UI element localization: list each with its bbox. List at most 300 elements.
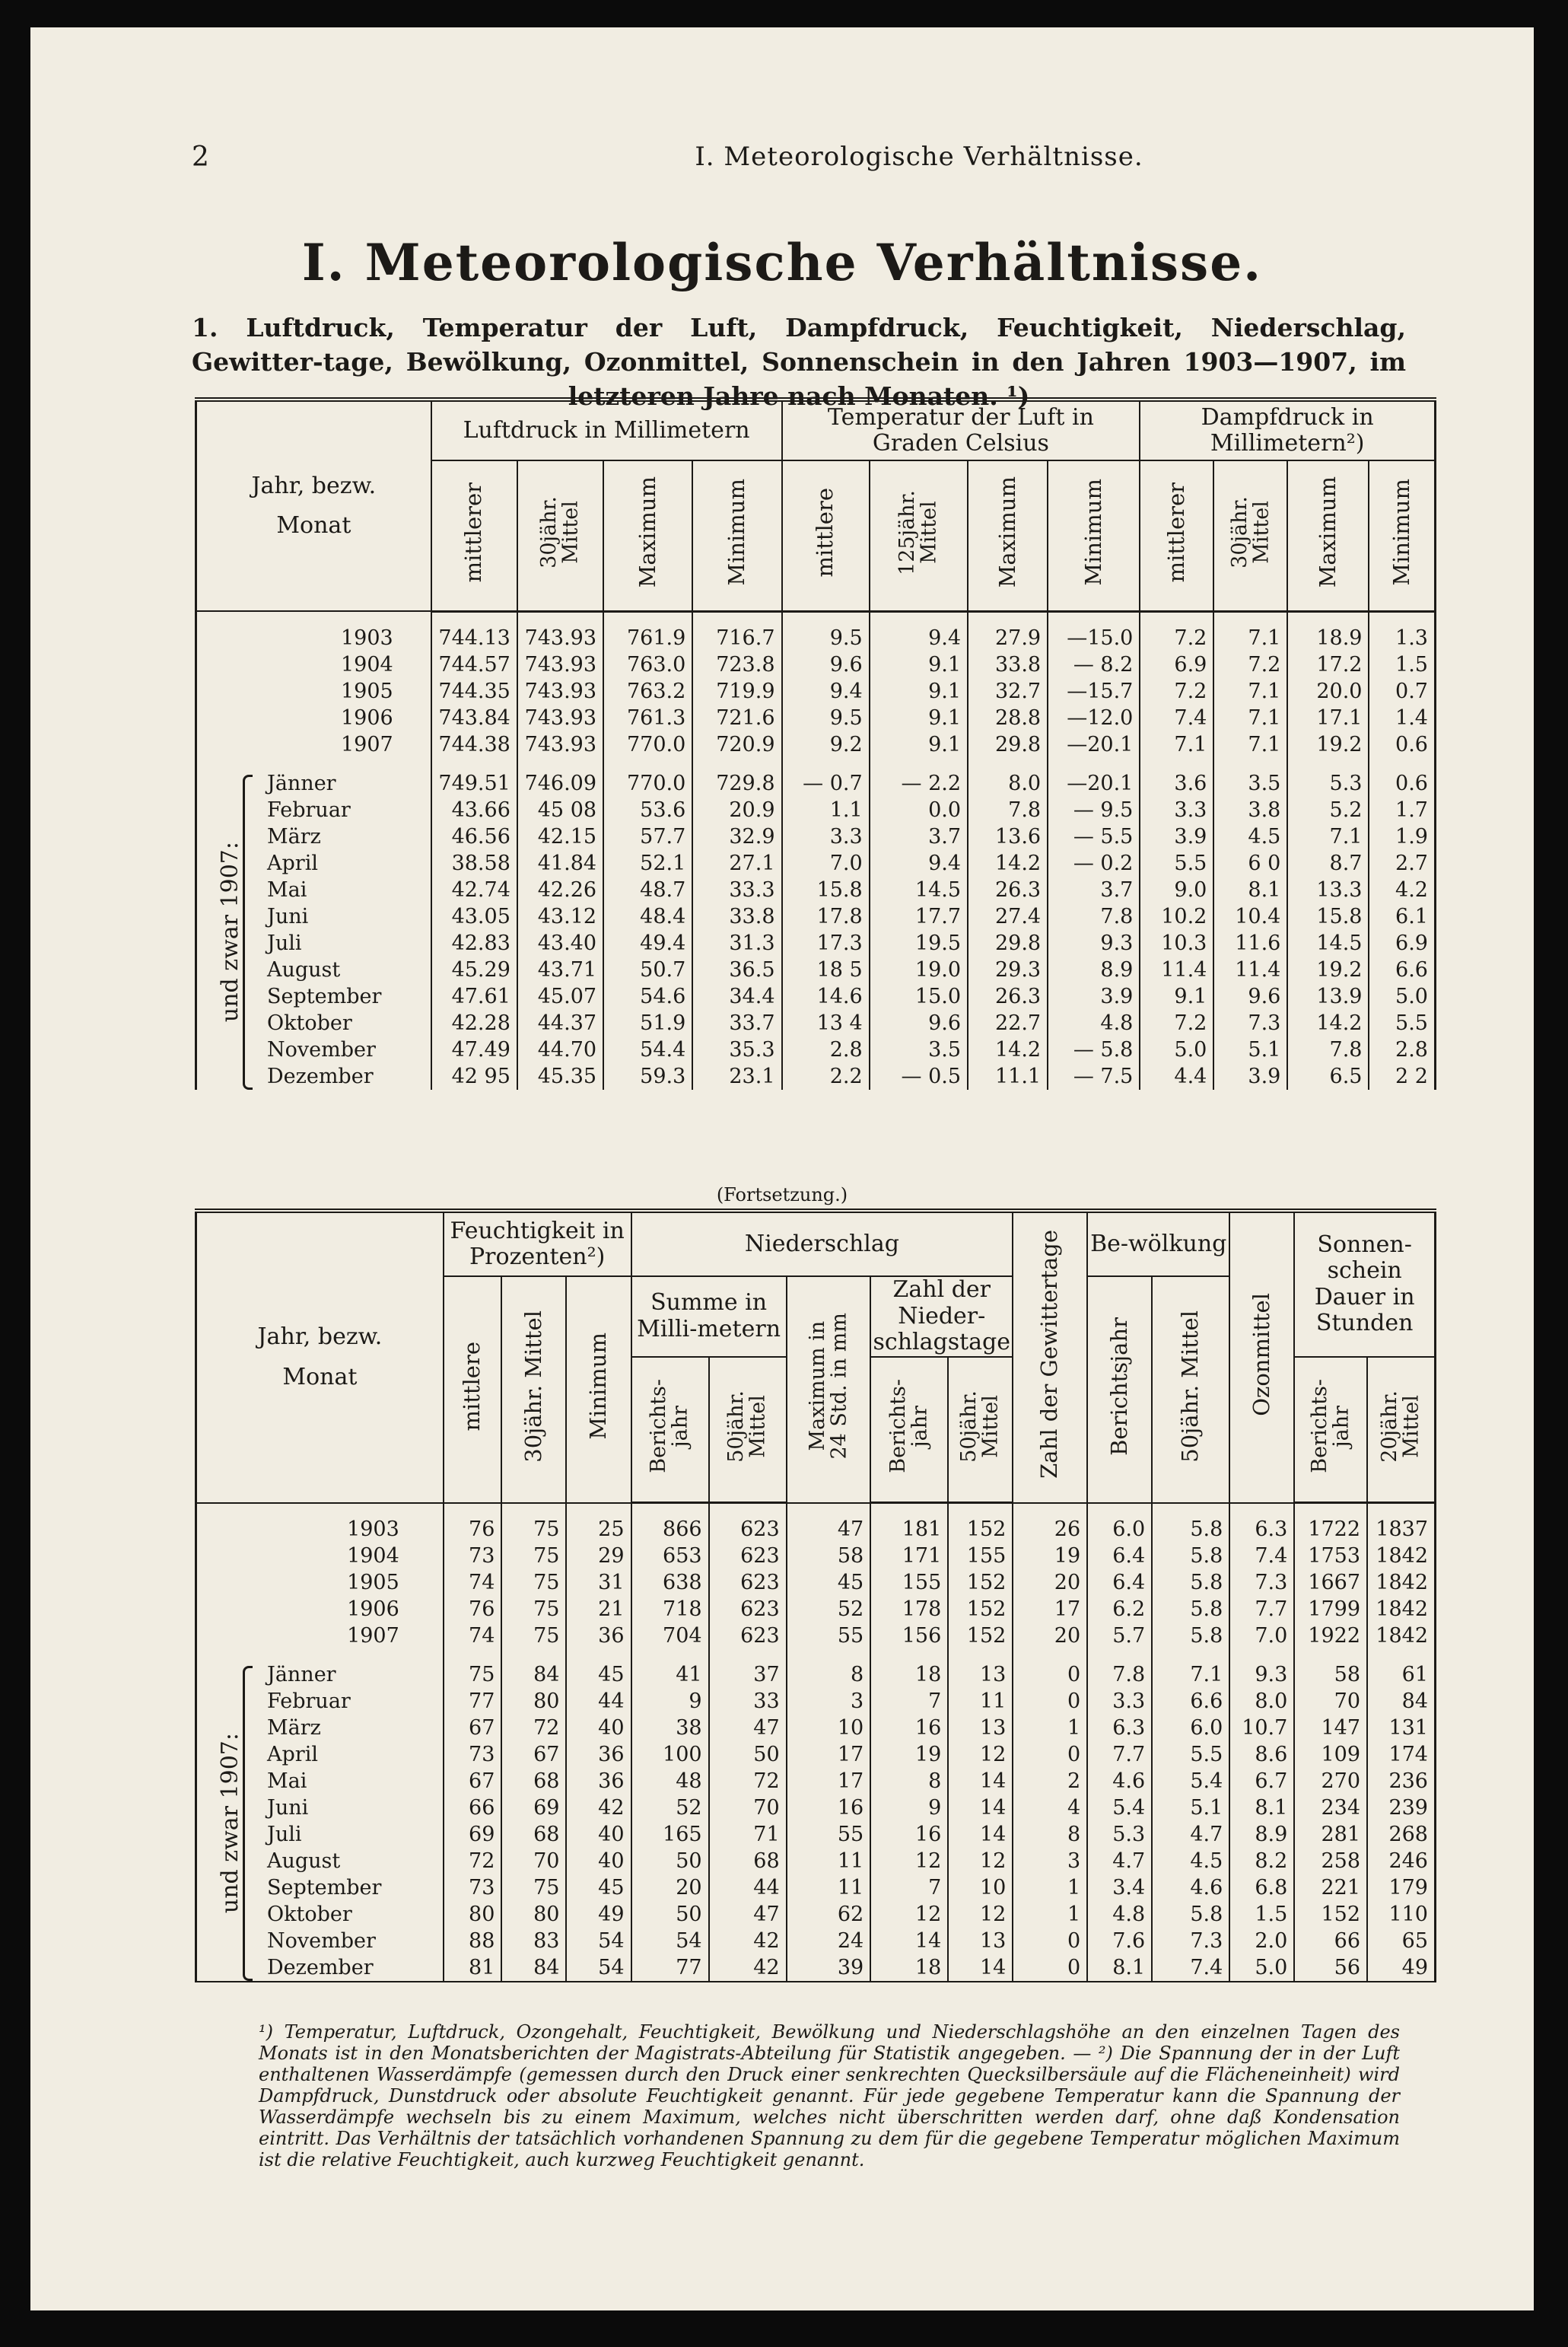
value-cell: 74 (444, 1623, 502, 1649)
value-cell: 75 (501, 1623, 566, 1649)
value-cell: 7.4 (1152, 1954, 1229, 1982)
value-cell: 281 (1294, 1821, 1367, 1848)
col-header-9 (1213, 460, 1287, 611)
month-label: Juli (267, 931, 302, 955)
spacer-cell (603, 758, 692, 770)
value-cell: 47 (787, 1516, 871, 1543)
col-label: Maximum (994, 476, 1020, 588)
value-cell: 18 (870, 1954, 948, 1982)
value-cell: 8 (787, 1661, 871, 1688)
value-cell: 35.3 (692, 1037, 781, 1063)
month-row (196, 983, 1436, 1010)
value-cell: —20.1 (1048, 770, 1140, 797)
col-header-4 (782, 460, 870, 611)
group-temperatur: Temperatur der Luft in Graden Celsius (782, 400, 1140, 460)
row-label-cell (196, 850, 431, 877)
value-cell: 33.7 (692, 1010, 781, 1037)
spacer-cell (501, 1503, 566, 1517)
value-cell: 71 (709, 1821, 787, 1848)
spacer-cell (1152, 1649, 1229, 1661)
value-cell: 14 (870, 1928, 948, 1954)
value-cell: 47.61 (431, 983, 517, 1010)
col-label: 50jähr. Mittel (1177, 1310, 1204, 1463)
value-cell: 36 (566, 1768, 631, 1794)
value-cell: 7.8 (1287, 1037, 1369, 1063)
value-cell: 623 (709, 1569, 787, 1596)
value-cell: 0.6 (1369, 731, 1435, 758)
spacer-cell (692, 758, 781, 770)
page (30, 27, 1534, 2310)
value-cell: 11.6 (1213, 930, 1287, 957)
col-label: mittlere (812, 487, 838, 578)
value-cell: 11.1 (968, 1063, 1048, 1090)
value-cell: 59.3 (603, 1063, 692, 1090)
row-header-line-1: Jahr, bezw. (257, 1323, 383, 1351)
spacer-cell (566, 1649, 631, 1661)
value-cell: 623 (709, 1596, 787, 1623)
value-cell: 156 (870, 1623, 948, 1649)
row-label-cell (196, 651, 431, 678)
value-cell: 38.58 (431, 850, 517, 877)
value-cell: 1667 (1294, 1569, 1367, 1596)
spacer-cell (948, 1503, 1013, 1517)
year-row (196, 731, 1436, 758)
table-1 (195, 397, 1436, 1090)
value-cell: 37 (709, 1661, 787, 1688)
value-cell: 6.0 (1152, 1715, 1229, 1741)
spacer-cell (1013, 1503, 1087, 1517)
value-cell: 3.9 (1213, 1063, 1287, 1090)
value-cell: 13.3 (1287, 877, 1369, 903)
value-cell: 73 (444, 1874, 502, 1901)
value-cell: 9.5 (782, 625, 870, 651)
section-subtitle: 1. Luftdruck, Temperatur der Luft, Dampfdruck, Feuchtigkeit, Niederschlag, Gewitter-tage, Bewölkung, Ozonmittel, Sonnenschein in den Jahren 1903—1907, im letzteren Jahre nach Monaten. ¹) (192, 313, 1406, 411)
value-cell: 43.71 (517, 957, 603, 983)
col-header-2 (603, 460, 692, 611)
spacer-cell (631, 1649, 709, 1661)
table-2 (195, 1209, 1436, 1982)
spacer-cell (431, 758, 517, 770)
value-cell: 3.7 (870, 823, 968, 850)
value-cell: — 0.5 (870, 1063, 968, 1090)
year-row (196, 1543, 1436, 1569)
year-row (196, 1623, 1436, 1649)
month-row (196, 1768, 1436, 1794)
spacer-cell (782, 758, 870, 770)
value-cell: 5.2 (1287, 797, 1369, 823)
value-cell: 70 (501, 1848, 566, 1874)
value-cell: 76 (444, 1596, 502, 1623)
value-cell: 19.0 (870, 957, 968, 983)
row-label-cell (196, 731, 431, 758)
value-cell: 7.1 (1213, 705, 1287, 731)
value-cell: 52 (631, 1794, 709, 1821)
value-cell: 49 (1367, 1954, 1435, 1982)
value-cell: 14.2 (968, 1037, 1048, 1063)
value-cell: 729.8 (692, 770, 781, 797)
value-cell: 17.7 (870, 903, 968, 930)
value-cell: 9.4 (870, 625, 968, 651)
value-cell: — 5.8 (1048, 1037, 1140, 1063)
value-cell: 83 (501, 1928, 566, 1954)
row-label-cell (196, 1596, 444, 1623)
col-label: Maximum (634, 476, 660, 588)
value-cell: 18.9 (1287, 625, 1369, 651)
value-cell: 270 (1294, 1768, 1367, 1794)
month-row (196, 1063, 1436, 1090)
year-row (196, 705, 1436, 731)
value-cell: 69 (444, 1821, 502, 1848)
month-row (196, 1741, 1436, 1768)
spacer-cell (1213, 758, 1287, 770)
value-cell: 9.5 (782, 705, 870, 731)
value-cell: 743.84 (431, 705, 517, 731)
value-cell: 1.5 (1229, 1901, 1294, 1928)
value-cell: 9.1 (870, 651, 968, 678)
col-feucht-minimum (566, 1276, 631, 1503)
value-cell: 3.6 (1140, 770, 1213, 797)
value-cell: 21 (566, 1596, 631, 1623)
col-maximum-24std (787, 1276, 871, 1503)
value-cell: 4.6 (1087, 1768, 1152, 1794)
row-header (196, 400, 431, 611)
spacer-cell (517, 758, 603, 770)
month-row (196, 1901, 1436, 1928)
value-cell: 11 (948, 1688, 1013, 1715)
value-cell: 73 (444, 1543, 502, 1569)
month-label: Dezember (267, 1064, 374, 1088)
value-cell: 44 (709, 1874, 787, 1901)
col-label: 30jähr. Mittel (537, 496, 583, 568)
value-cell: 48.4 (603, 903, 692, 930)
value-cell: 3.5 (870, 1037, 968, 1063)
value-cell: 7.2 (1140, 625, 1213, 651)
value-cell: 8.0 (1229, 1688, 1294, 1715)
value-cell: 1842 (1367, 1569, 1435, 1596)
value-cell: 18 (870, 1661, 948, 1688)
month-row (196, 1715, 1436, 1741)
col-ozonmittel (1229, 1211, 1294, 1503)
year-row (196, 1596, 1436, 1623)
value-cell: 73 (444, 1741, 502, 1768)
value-cell: 47 (709, 1715, 787, 1741)
value-cell: 9.4 (870, 850, 968, 877)
value-cell: 45.29 (431, 957, 517, 983)
value-cell: 54 (631, 1928, 709, 1954)
month-label: Mai (267, 877, 307, 902)
value-cell: 4 (1013, 1794, 1087, 1821)
value-cell: 19 (1013, 1543, 1087, 1569)
value-cell: 11.4 (1140, 957, 1213, 983)
value-cell: 45 (566, 1874, 631, 1901)
month-label: August (267, 1849, 341, 1873)
col-header-11 (1369, 460, 1435, 611)
spacer-cell (1213, 611, 1287, 625)
month-label: Mai (267, 1769, 307, 1793)
value-cell: 10.2 (1140, 903, 1213, 930)
month-label: November (267, 1037, 376, 1062)
value-cell: 6.4 (1087, 1543, 1152, 1569)
value-cell: 7.2 (1213, 651, 1287, 678)
row-label-cell (196, 1688, 444, 1715)
value-cell: 5.5 (1369, 1010, 1435, 1037)
value-cell: 770.0 (603, 770, 692, 797)
value-cell: 7.3 (1229, 1569, 1294, 1596)
value-cell: 27.1 (692, 850, 781, 877)
value-cell: 9.1 (870, 731, 968, 758)
col-zahl-50jaehr (948, 1357, 1013, 1503)
month-label-wrap (197, 1771, 443, 1791)
value-cell: 77 (631, 1954, 709, 1982)
value-cell: 8 (870, 1768, 948, 1794)
month-label-wrap (197, 1066, 431, 1087)
value-cell: 17.3 (782, 930, 870, 957)
row-label-cell (196, 625, 431, 651)
col-bew-berichtsjahr (1087, 1276, 1152, 1503)
value-cell: 19.5 (870, 930, 968, 957)
value-cell: 11 (787, 1874, 871, 1901)
year-label: 1906 (340, 705, 393, 730)
value-cell: 3.7 (1048, 877, 1140, 903)
year-label: 1904 (347, 1544, 399, 1568)
spacer-cell (1229, 1649, 1294, 1661)
value-cell: 720.9 (692, 731, 781, 758)
value-cell: 7.0 (1229, 1623, 1294, 1649)
value-cell: 13 (948, 1661, 1013, 1688)
spacer-cell (1367, 1649, 1435, 1661)
col-label: 50jähr. Mittel (957, 1390, 1003, 1463)
row-label-cell (196, 1569, 444, 1596)
value-cell: 6.9 (1369, 930, 1435, 957)
spacer-cell (1369, 611, 1435, 625)
value-cell: 638 (631, 1569, 709, 1596)
col-label: mittlerer (1162, 482, 1189, 583)
value-cell: 53.6 (603, 797, 692, 823)
spacer-cell (1140, 758, 1213, 770)
value-cell: 4.6 (1152, 1874, 1229, 1901)
value-cell: 8.1 (1087, 1954, 1152, 1982)
value-cell: 6.1 (1369, 903, 1435, 930)
month-row (196, 1848, 1436, 1874)
value-cell: 23.1 (692, 1063, 781, 1090)
value-cell: 152 (948, 1569, 1013, 1596)
value-cell: 152 (1294, 1901, 1367, 1928)
value-cell: 7 (870, 1874, 948, 1901)
month-row (196, 823, 1436, 850)
value-cell: 20 (1013, 1569, 1087, 1596)
continuation-note: (Fortsetzung.) (716, 1184, 848, 1205)
value-cell: 6 0 (1213, 850, 1287, 877)
value-cell: 6.2 (1087, 1596, 1152, 1623)
value-cell: 6.5 (1287, 1063, 1369, 1090)
value-cell: 5.8 (1152, 1623, 1229, 1649)
value-cell: 54.4 (603, 1037, 692, 1063)
value-cell: 7.1 (1287, 823, 1369, 850)
spacer-cell (968, 758, 1048, 770)
month-label-wrap (197, 1691, 443, 1712)
row-label-cell (196, 1063, 431, 1090)
value-cell: 770.0 (603, 731, 692, 758)
value-cell: 7.1 (1213, 625, 1287, 651)
value-cell: 17.1 (1287, 705, 1369, 731)
value-cell: 33.3 (692, 877, 781, 903)
value-cell: 744.13 (431, 625, 517, 651)
value-cell: 14.5 (1287, 930, 1369, 957)
value-cell: 70 (709, 1794, 787, 1821)
row-label-cell (196, 705, 431, 731)
value-cell: 20 (631, 1874, 709, 1901)
spacer-cell (782, 611, 870, 625)
value-cell: 723.8 (692, 651, 781, 678)
month-label-wrap (197, 1013, 431, 1033)
value-cell: 7.6 (1087, 1928, 1152, 1954)
value-cell: 43.66 (431, 797, 517, 823)
value-cell: 152 (948, 1516, 1013, 1543)
month-row (196, 930, 1436, 957)
value-cell: 3.3 (1087, 1688, 1152, 1715)
value-cell: 80 (444, 1901, 502, 1928)
value-cell: 2.2 (782, 1063, 870, 1090)
value-cell: 13 (948, 1928, 1013, 1954)
year-row (196, 1516, 1436, 1543)
value-cell: 75 (501, 1569, 566, 1596)
spacer-cell (196, 758, 431, 770)
value-cell: 12 (870, 1901, 948, 1928)
value-cell: 718 (631, 1596, 709, 1623)
value-cell: 2.7 (1369, 850, 1435, 877)
value-cell: 49.4 (603, 930, 692, 957)
spacer-cell (787, 1649, 871, 1661)
month-row (196, 957, 1436, 983)
year-row (196, 678, 1436, 705)
value-cell: 246 (1367, 1848, 1435, 1874)
value-cell: 76 (444, 1516, 502, 1543)
value-cell: 761.9 (603, 625, 692, 651)
value-cell: 29 (566, 1543, 631, 1569)
value-cell: 268 (1367, 1821, 1435, 1848)
value-cell: 75 (501, 1596, 566, 1623)
main-title: I. Meteorologische Verhältnisse. (301, 233, 1263, 292)
month-row (196, 1928, 1436, 1954)
row-label-cell (196, 1874, 444, 1901)
value-cell: 67 (501, 1741, 566, 1768)
spacer-cell (1048, 758, 1140, 770)
year-row (196, 651, 1436, 678)
value-cell: 743.93 (517, 651, 603, 678)
month-label: September (267, 1876, 382, 1900)
value-cell: 152 (948, 1596, 1013, 1623)
value-cell: 14 (948, 1794, 1013, 1821)
month-row (196, 1688, 1436, 1715)
value-cell: 49 (566, 1901, 631, 1928)
value-cell: 1922 (1294, 1623, 1367, 1649)
value-cell: 18 5 (782, 957, 870, 983)
value-cell: 4.8 (1087, 1901, 1152, 1928)
value-cell: 221 (1294, 1874, 1367, 1901)
row-label-cell (196, 957, 431, 983)
value-cell: 26.3 (968, 983, 1048, 1010)
value-cell: 165 (631, 1821, 709, 1848)
spacer-cell (787, 1503, 871, 1517)
value-cell: 9.3 (1048, 930, 1140, 957)
value-cell: 716.7 (692, 625, 781, 651)
spacer-cell (692, 611, 781, 625)
value-cell: 7.1 (1152, 1661, 1229, 1688)
value-cell: 40 (566, 1821, 631, 1848)
value-cell: 5.8 (1152, 1901, 1229, 1928)
spacer-cell (1229, 1503, 1294, 1517)
spacer-row (196, 1503, 1436, 1517)
value-cell: 14.2 (968, 850, 1048, 877)
spacer-cell (870, 1503, 948, 1517)
value-cell: 0 (1013, 1741, 1087, 1768)
value-cell: 27.9 (968, 625, 1048, 651)
value-cell: 9.2 (782, 731, 870, 758)
row-label-cell (196, 1794, 444, 1821)
month-label: November (267, 1929, 376, 1953)
value-cell: 0.0 (870, 797, 968, 823)
spacer-cell (1369, 758, 1435, 770)
value-cell: 44 (566, 1688, 631, 1715)
value-cell: 743.93 (517, 705, 603, 731)
value-cell: —15.0 (1048, 625, 1140, 651)
value-cell: 746.09 (517, 770, 603, 797)
spacer-cell (1087, 1503, 1152, 1517)
month-label-wrap (197, 1824, 443, 1845)
value-cell: 5.8 (1152, 1596, 1229, 1623)
value-cell: 84 (1367, 1688, 1435, 1715)
value-cell: 36 (566, 1741, 631, 1768)
value-cell: 9.1 (1140, 983, 1213, 1010)
value-cell: 38 (631, 1715, 709, 1741)
value-cell: 155 (870, 1569, 948, 1596)
value-cell: 0 (1013, 1661, 1087, 1688)
value-cell: 44.37 (517, 1010, 603, 1037)
value-cell: 17.8 (782, 903, 870, 930)
month-label-wrap (197, 1664, 443, 1685)
value-cell: 67 (444, 1715, 502, 1741)
value-cell: 743.93 (517, 625, 603, 651)
value-cell: 19.2 (1287, 731, 1369, 758)
value-cell: 68 (501, 1821, 566, 1848)
value-cell: 42 (709, 1954, 787, 1982)
value-cell: 9.1 (870, 705, 968, 731)
col-header-6 (968, 460, 1048, 611)
value-cell: 55 (787, 1821, 871, 1848)
value-cell: 12 (948, 1848, 1013, 1874)
col-sonne-20jaehr (1367, 1357, 1435, 1503)
value-cell: 17.2 (1287, 651, 1369, 678)
month-label-wrap (197, 1931, 443, 1951)
value-cell: 704 (631, 1623, 709, 1649)
row-label-cell (196, 1516, 444, 1543)
value-cell: 3.4 (1087, 1874, 1152, 1901)
value-cell: 26.3 (968, 877, 1048, 903)
value-cell: 50 (709, 1741, 787, 1768)
row-label-cell (196, 1821, 444, 1848)
value-cell: 743.93 (517, 678, 603, 705)
value-cell: — 2.2 (870, 770, 968, 797)
value-cell: 45 (787, 1569, 871, 1596)
spacer-cell (709, 1503, 787, 1517)
value-cell: 14.6 (782, 983, 870, 1010)
row-label-cell (196, 797, 431, 823)
value-cell: 46.56 (431, 823, 517, 850)
group-bewoelkung: Be-wölkung (1087, 1211, 1229, 1276)
value-cell: 31 (566, 1569, 631, 1596)
value-cell: 0 (1013, 1688, 1087, 1715)
value-cell: 5.4 (1152, 1768, 1229, 1794)
